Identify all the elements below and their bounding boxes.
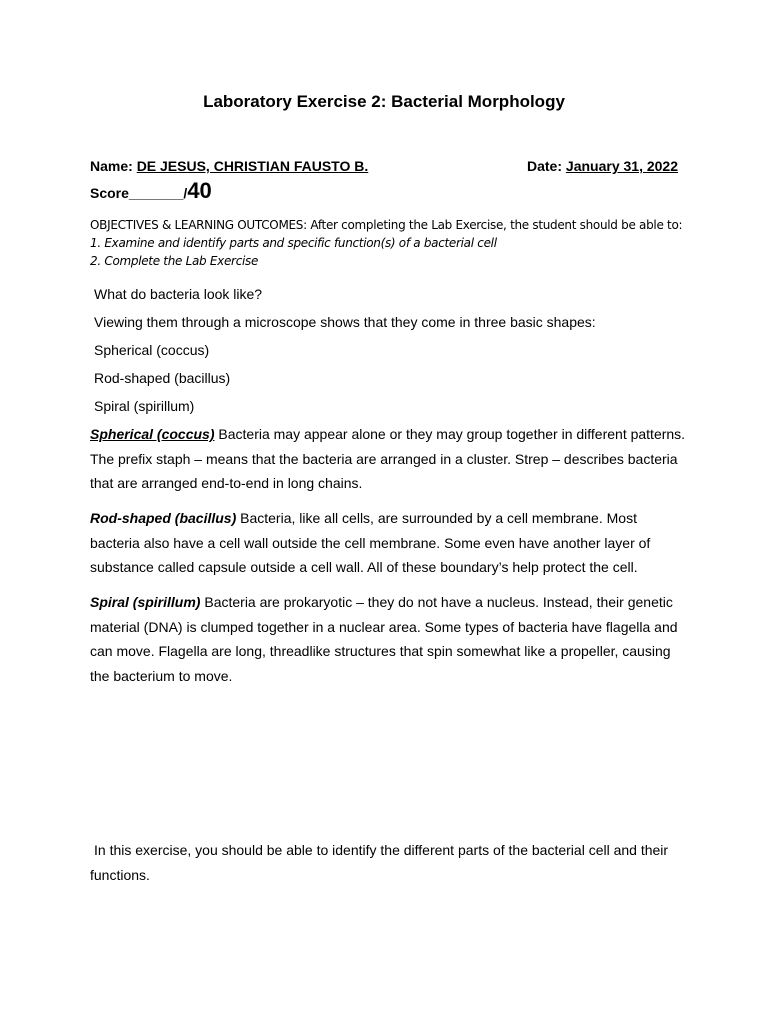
intro-question: What do bacteria look like? (94, 286, 263, 302)
section-text: Bacteria are prokaryotic – they do not have a nucleus. Instead, their genetic material (DNA) is clumped together in a nuclear area. Some types of bacteria have flagella and can move. Flagella are long, threadlike structures that spin somewhat like a propeller, causing the bacterium to move. (90, 594, 678, 684)
section-lead: Spherical (coccus) (90, 426, 215, 442)
student-name: DE JESUS, CHRISTIAN FAUSTO B. (136, 158, 369, 174)
score-field (90, 178, 212, 204)
section-text: Bacteria may appear alone or they may group together in different patterns. The prefix staph – means that the bacteria are arranged in a cluster. Strep – describes bacteria that are arranged end-to-end in long chains. (90, 426, 686, 491)
section-bacillus (90, 506, 690, 580)
section-lead: Rod-shaped (bacillus) (90, 510, 237, 526)
date-field (527, 158, 678, 174)
score-label: Score_______/ (90, 185, 188, 201)
objectives-block (90, 216, 682, 270)
section-spirillum (90, 590, 690, 688)
page-title: Laboratory Exercise 2: Bacterial Morphology (203, 92, 565, 111)
intro-statement: Viewing them through a microscope shows that they come in three basic shapes: (94, 314, 596, 330)
name-label: Name: (90, 158, 133, 174)
objective-item: 2. Complete the Lab Exercise (90, 254, 259, 268)
closing-paragraph: In this exercise, you should be able to identify the different parts of the bacterial cell and their functions. (90, 842, 669, 883)
score-max: 40 (187, 178, 212, 203)
section-text: Bacteria, like all cells, are surrounded by a cell membrane. Most bacteria also have a cell wall outside the cell membrane. Some even have another layer of substance called capsule outside a cell wall. All of these boundary’s help protect the cell. (90, 510, 651, 575)
shape-item-bacillus: Rod-shaped (bacillus) (94, 370, 231, 386)
shape-item-coccus: Spherical (coccus) (94, 342, 210, 358)
objective-item: 1. Examine and identify parts and specific function(s) of a bacterial cell (90, 236, 497, 250)
objectives-heading: OBJECTIVES & LEARNING OUTCOMES: After completing the Lab Exercise, the student should be able to: (90, 218, 683, 232)
section-lead: Spiral (spirillum) (90, 594, 201, 610)
date-label: Date: (527, 158, 563, 174)
date-value: January 31, 2022 (565, 158, 678, 174)
name-field (90, 158, 368, 174)
shape-item-spirillum: Spiral (spirillum) (94, 398, 195, 414)
section-coccus (90, 422, 690, 496)
